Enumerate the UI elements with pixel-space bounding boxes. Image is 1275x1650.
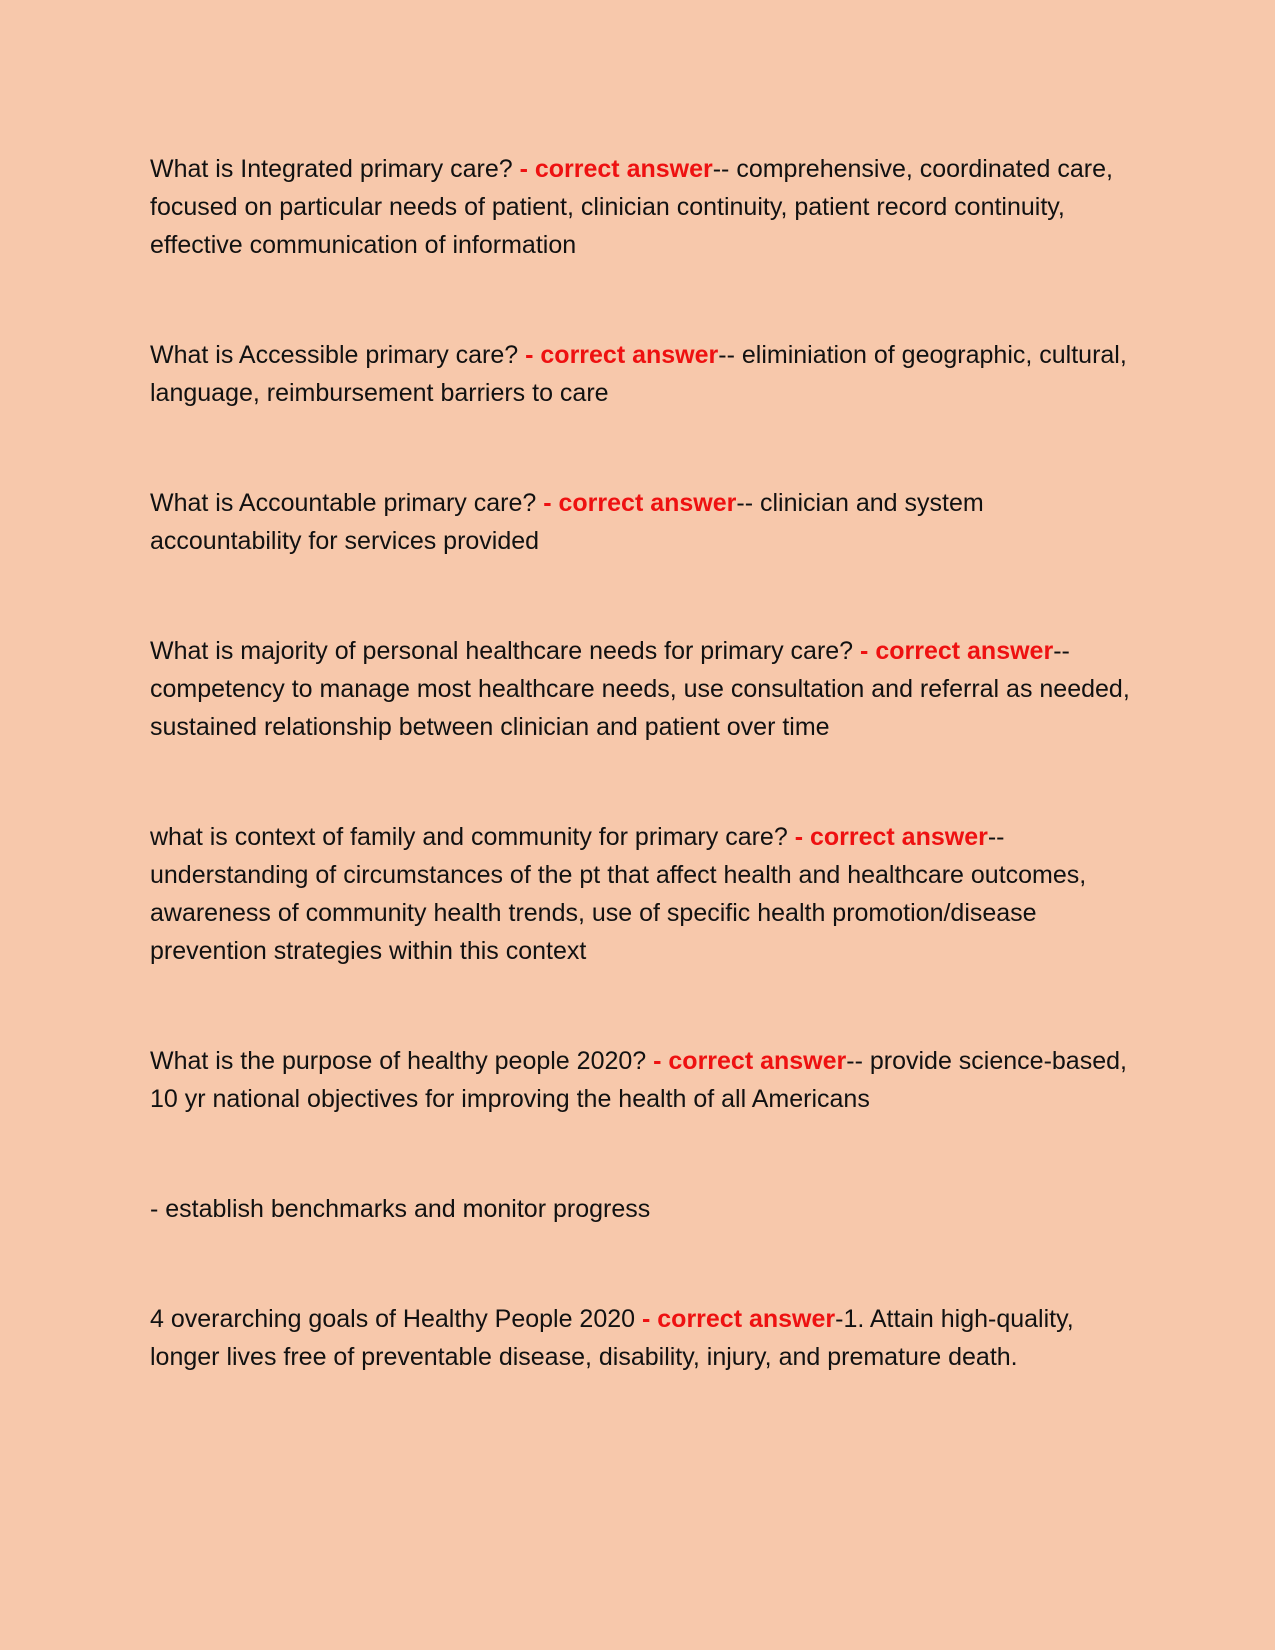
answer-text: -1. Attain high-quality, longer lives free of preventable disease, disability, injury, and premature death. <box>150 1305 1074 1371</box>
question-text: What is Accessible primary care? <box>150 341 526 369</box>
question-text: What is majority of personal healthcare needs for primary care? <box>150 637 861 665</box>
answer-text: -- eliminiation of geographic, cultural, language, reimbursement barriers to care <box>150 341 1127 407</box>
question-text: What is Accountable primary care? <box>150 489 544 517</box>
qa-entry-accountable-care <box>150 484 1130 560</box>
answer-text: -- competency to manage most healthcare needs, use consultation and referral as needed, sustained relationship between clinician and patient over time <box>150 637 1130 741</box>
question-text: what is context of family and community for primary care? <box>150 823 795 851</box>
qa-entry-accessible-care <box>150 336 1130 412</box>
qa-entry-benchmarks <box>150 1190 1130 1228</box>
correct-answer-label: - correct answer <box>519 155 713 183</box>
answer-text: -- comprehensive, coordinated care, focused on particular needs of patient, clinician continuity, patient record continuity, effective communication of information <box>150 155 1113 259</box>
answer-text: -- clinician and system accountability for services provided <box>150 489 984 555</box>
question-text: What is Integrated primary care? <box>150 155 520 183</box>
correct-answer-label: - correct answer <box>543 489 737 517</box>
qa-entry-overarching-goals <box>150 1300 1130 1376</box>
correct-answer-label: - correct answer <box>860 637 1054 665</box>
answer-text: - establish benchmarks and monitor progress <box>150 1195 651 1223</box>
qa-entry-integrated-care <box>150 150 1130 264</box>
correct-answer-label: - correct answer <box>794 823 988 851</box>
correct-answer-label: - correct answer <box>642 1305 836 1333</box>
question-text: 4 overarching goals of Healthy People 2020 <box>150 1305 642 1333</box>
correct-answer-label: - correct answer <box>653 1047 847 1075</box>
qa-entry-family-community <box>150 818 1130 970</box>
qa-entry-healthy-people-purpose <box>150 1042 1130 1118</box>
qa-entry-healthcare-needs <box>150 632 1130 746</box>
answer-text: -- provide science-based, 10 yr national objectives for improving the health of all Americans <box>150 1047 1127 1113</box>
answer-text: -- understanding of circumstances of the pt that affect health and healthcare outcomes, awareness of community health trends, use of specific health promotion/disease prevention strategies within this context <box>150 823 1087 965</box>
correct-answer-label: - correct answer <box>525 341 719 369</box>
question-text: What is the purpose of healthy people 2020? <box>150 1047 654 1075</box>
